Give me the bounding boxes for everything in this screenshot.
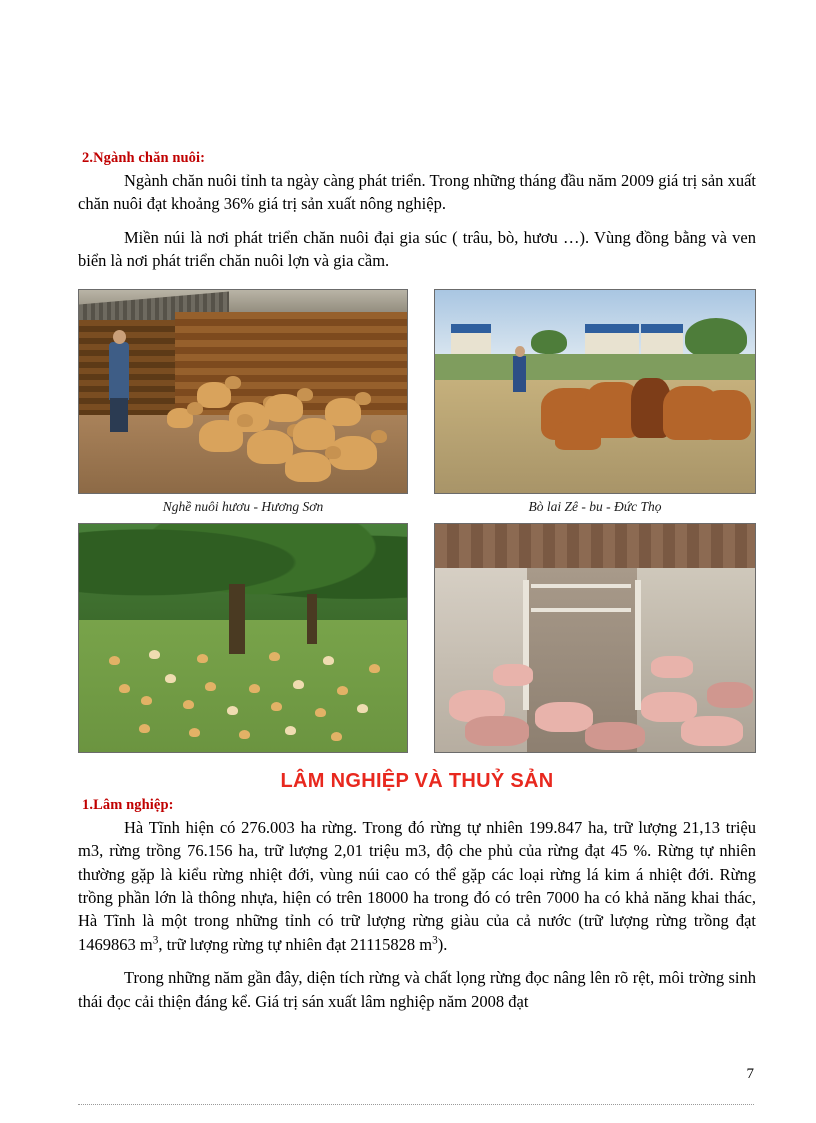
forestry-text-part3: ). [437, 934, 448, 954]
figure-deer-farm [78, 289, 408, 515]
forestry-sup-2: 3 [432, 934, 438, 947]
deer-farm-photo [78, 289, 408, 494]
figure-row-top [78, 289, 756, 515]
figure-caption-cattle: Bò lai Zê - bu - Đức Thọ [528, 498, 662, 514]
free-range-chickens-photo [78, 523, 408, 753]
section-heading-livestock: 2.Ngành chăn nuôi: [82, 150, 206, 166]
figure-cattle [434, 289, 756, 515]
subsection-heading-forestry: 1.Lâm nghiệp: [82, 796, 174, 813]
pig-barn-photo [434, 523, 756, 753]
paragraph-forestry-1 [78, 816, 756, 957]
page-number: 7 [746, 1066, 754, 1082]
figure-caption-deer: Nghề nuôi hươu - Hương Sơn [162, 498, 324, 514]
paragraph-livestock-2: Miền núi là nơi phát triển chăn nuôi đại gia súc ( trâu, bò, hươu …). Vùng đồng bằng và ven biển là nơi phát triển chăn nuôi lợn và gia cầm. [78, 227, 756, 271]
forestry-text-part2: , trữ lượng rừng tự nhiên đạt 21115828 m [158, 934, 433, 954]
forestry-sup-1: 3 [152, 934, 159, 947]
figure-row-bottom [78, 523, 756, 758]
section-title-forestry-fishery: LÂM NGHIỆP VÀ THUỶ SẢN [280, 769, 554, 792]
crossbred-cattle-photo [434, 289, 756, 494]
forestry-text-part1: Hà Tĩnh hiện có 276.003 ha rừng. Trong đó rừng tự nhiên 199.847 ha, trữ lượng 21,13 triệu m3, rừng trồng 76.156 ha, trữ lượng 2,01 triệu m3, độ che phủ của rừng đạt 45 %. Rừng tự nhiên thường gặp là kiểu rừng nhiệt đới, vùng núi cao có thể gặp các loại rừng lá kim á nhiệt đới. Rừng trồng phần lớn là thông nhựa, hiện có trên 18000 ha trong đó có trên 7000 ha có khả năng khai thác, Hà Tĩnh là một trong những tỉnh có trữ lượng rừng giàu của cả nước (trữ lượng rừng trồng đạt 1469863 m [78, 817, 756, 954]
paragraph-livestock-1: Ngành chăn nuôi tỉnh ta ngày càng phát triển. Trong những tháng đầu năm 2009 giá trị sản xuất chăn nuôi đạt khoảng 36% giá trị sản xuất nông nghiệp. [78, 171, 756, 214]
figure-chickens [78, 523, 408, 758]
figure-pigs [434, 523, 756, 758]
paragraph-forestry-2: Trong những năm gần đây, diện tích rừng và chất lọng rừng đọc nâng lên rõ rệt, môi trờng sinh thái đọc cải thiện đáng kể. Giá trị sán xuất lâm nghiệp năm 2008 đạt [78, 968, 756, 1011]
footer-divider [78, 1103, 754, 1105]
